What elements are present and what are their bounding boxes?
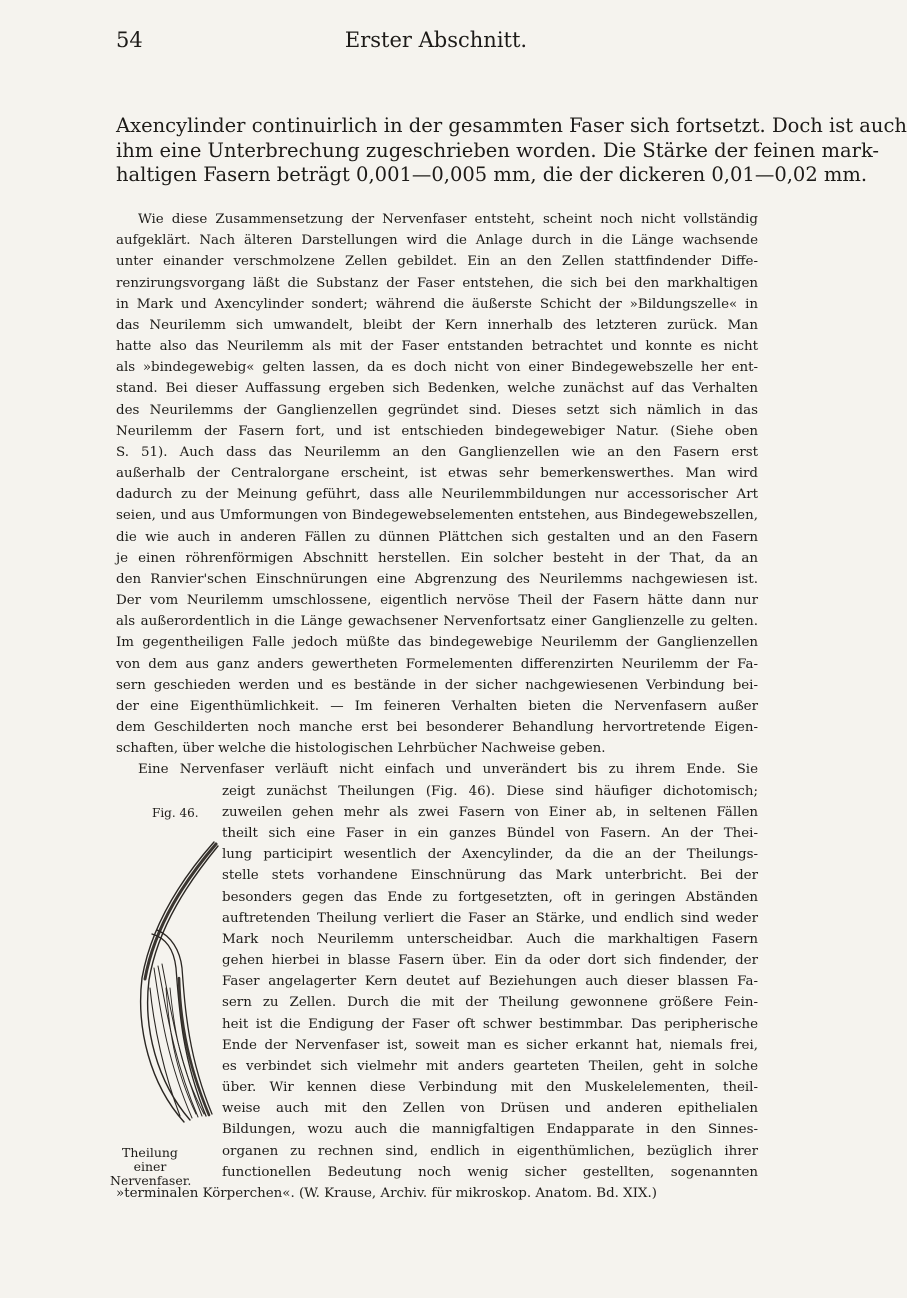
text-line: functionellen Bedeutung noch wenig sicher gestellten, sogenannten	[222, 1164, 758, 1180]
text-line: seien, und aus Umformungen von Bindegewebselementen entstehen, aus Bindegewebszellen,	[116, 508, 758, 524]
text-line: S. 51). Auch dass das Neurilemm an den Ganglienzellen wie an den Fasern erst	[116, 444, 758, 460]
text-line: Faser angelagerter Kern deutet auf Beziehungen auch dieser blassen Fa-	[222, 974, 758, 990]
text-line: besonders gegen das Ende zu fortgesetzten, oft in geringen Abständen	[222, 889, 758, 905]
text-line: den Ranvier'schen Einschnürungen eine Abgrenzung des Neurilemms nachgewiesen ist.	[116, 571, 758, 587]
caption-line: Nervenfaser.	[110, 1173, 192, 1188]
caption-line: Theilung einer	[122, 1145, 178, 1174]
text-line: es verbindet sich vielmehr mit anders gearteten Theilen, geht in solche	[222, 1058, 758, 1074]
text-line: Der vom Neurilemm umschlossene, eigentlich nervöse Theil der Fasern hätte dann nur	[116, 593, 758, 609]
text-line: weise auch mit den Zellen von Drüsen und anderen epithelialen	[222, 1101, 758, 1117]
text-line: haltigen Fasern beträgt 0,001—0,005 mm, die der dickeren 0,01—0,02 mm.	[116, 163, 868, 186]
page-number: 54	[116, 28, 143, 52]
text-line: Wie diese Zusammensetzung der Nervenfaser entsteht, scheint noch nicht vollständig	[138, 212, 758, 227]
text-line: ihm eine Unterbrechung zugeschrieben worden. Die Stärke der feinen mark-	[116, 138, 880, 162]
text-line: außerhalb der Centralorgane erscheint, ist etwas sehr bemerkenswerthes. Man wird	[116, 466, 758, 482]
text-line: hatte also das Neurilemm als mit der Faser entstanden betrachtet und konnte es nicht	[116, 339, 758, 355]
text-line: lung participirt wesentlich der Axencylinder, da die an der Theilungs-	[222, 847, 758, 863]
text-line: in Mark und Axencylinder sondert; während die äußerste Schicht der »Bildungszelle« in	[116, 296, 758, 312]
text-line: renzirungsvorgang läßt die Substanz der Faser entstehen, die sich bei den markhaltigen	[116, 275, 758, 291]
nerve-fiber-figure	[124, 838, 228, 1124]
text-line: stelle stets vorhandene Einschnürung das Mark unterbricht. Bei der	[222, 868, 758, 884]
text-line: über. Wir kennen diese Verbindung mit den Muskelelementen, theil-	[222, 1080, 758, 1096]
text-line: von dem aus ganz anders gewertheten Formelementen differenzirten Neurilemm der Fa-	[116, 656, 758, 672]
figure-caption	[110, 1146, 190, 1188]
text-line: aufgeklärt. Nach älteren Darstellungen wird die Anlage durch in die Länge wachsende	[116, 233, 758, 249]
text-line: auftretenden Theilung verliert die Faser an Stärke, und endlich sind weder	[222, 910, 758, 926]
text-line: zuweilen gehen mehr als zwei Fasern von Einer ab, in seltenen Fällen	[222, 804, 758, 820]
text-line: das Neurilemm sich umwandelt, bleibt der Kern innerhalb des letzteren zurück. Man	[116, 317, 758, 333]
text-line: je einen röhrenförmigen Abschnitt herstellen. Ein solcher besteht in der That, da an	[116, 550, 758, 566]
text-line: als »bindegewebig« gelten lassen, da es doch nicht von einer Bindegewebszelle her ent-	[116, 360, 758, 376]
running-head	[116, 28, 756, 52]
text-line: Im gegentheiligen Falle jedoch müßte das bindegewebige Neurilemm der Ganglienzellen	[116, 635, 758, 651]
text-line: schaften, über welche die histologischen Lehrbücher Nachweise geben.	[116, 741, 606, 757]
text-line: als außerordentlich in die Länge gewachsener Nervenfortsatz einer Ganglienzelle zu gelten.	[116, 614, 758, 630]
text-line: des Neurilemms der Ganglienzellen gegründet sind. Dieses setzt sich nämlich in das	[116, 402, 758, 418]
text-line: der eine Eigenthümlichkeit. — Im feineren Verhalten bieten die Nervenfasern außer	[116, 698, 758, 714]
text-line: Eine Nervenfaser verläuft nicht einfach und unverändert bis zu ihrem Ende. Sie	[138, 762, 758, 778]
text-line: zeigt zunächst Theilungen (Fig. 46). Diese sind häufiger dichotomisch;	[222, 783, 758, 799]
text-line: dem Geschilderten noch manche erst bei besonderer Behandlung hervortretende Eigen-	[116, 720, 758, 736]
text-line: stand. Bei dieser Auffassung ergeben sich Bedenken, welche zunächst auf das Verhalten	[116, 381, 758, 397]
text-line: Bildungen, wozu auch die mannigfaltigen Endapparate in den Sinnes-	[222, 1122, 758, 1138]
text-line: dadurch zu der Meinung geführt, dass alle Neurilemmbildungen nur accessorischer Art	[116, 487, 758, 503]
figure-label: Fig. 46.	[152, 806, 199, 820]
text-line: heit ist die Endigung der Faser oft schwer bestimmbar. Das peripherische	[222, 1016, 758, 1032]
text-line: Mark noch Neurilemm unterscheidbar. Auch die markhaltigen Fasern	[222, 931, 758, 947]
text-line: organen zu rechnen sind, endlich in eigenthümlichen, bezüglich ihrer	[222, 1143, 758, 1159]
text-line: unter einander verschmolzene Zellen gebildet. Ein an den Zellen stattfindender Diffe-	[116, 254, 758, 270]
lead-paragraph	[116, 114, 907, 188]
text-line: sern zu Zellen. Durch die mit der Theilung gewonnene größere Fein-	[222, 995, 758, 1011]
text-line: Ende der Nervenfaser ist, soweit man es sicher erkannt hat, niemals frei,	[222, 1037, 758, 1053]
text-line: gehen hierbei in blasse Fasern über. Ein da oder dort sich findender, der	[222, 953, 758, 969]
text-line: »terminalen Körperchen«. (W. Krause, Archiv. für mikroskop. Anatom. Bd. XIX.)	[116, 1185, 658, 1201]
text-line: Axencylinder continuirlich in der gesammten Faser sich fortsetzt. Doch ist auch	[116, 114, 907, 137]
running-title: Erster Abschnitt.	[344, 28, 528, 52]
text-line: Neurilemm der Fasern fort, und ist entschieden bindegewebiger Natur. (Siehe oben	[116, 423, 758, 439]
text-line: sern geschieden werden und es bestände in der sicher nachgewiesenen Verbindung bei-	[116, 677, 758, 693]
text-line: theilt sich eine Faser in ein ganzes Bündel von Fasern. An der Thei-	[222, 825, 758, 841]
text-line: die wie auch in anderen Fällen zu dünnen Plättchen sich gestalten und an den Fasern	[116, 529, 758, 545]
